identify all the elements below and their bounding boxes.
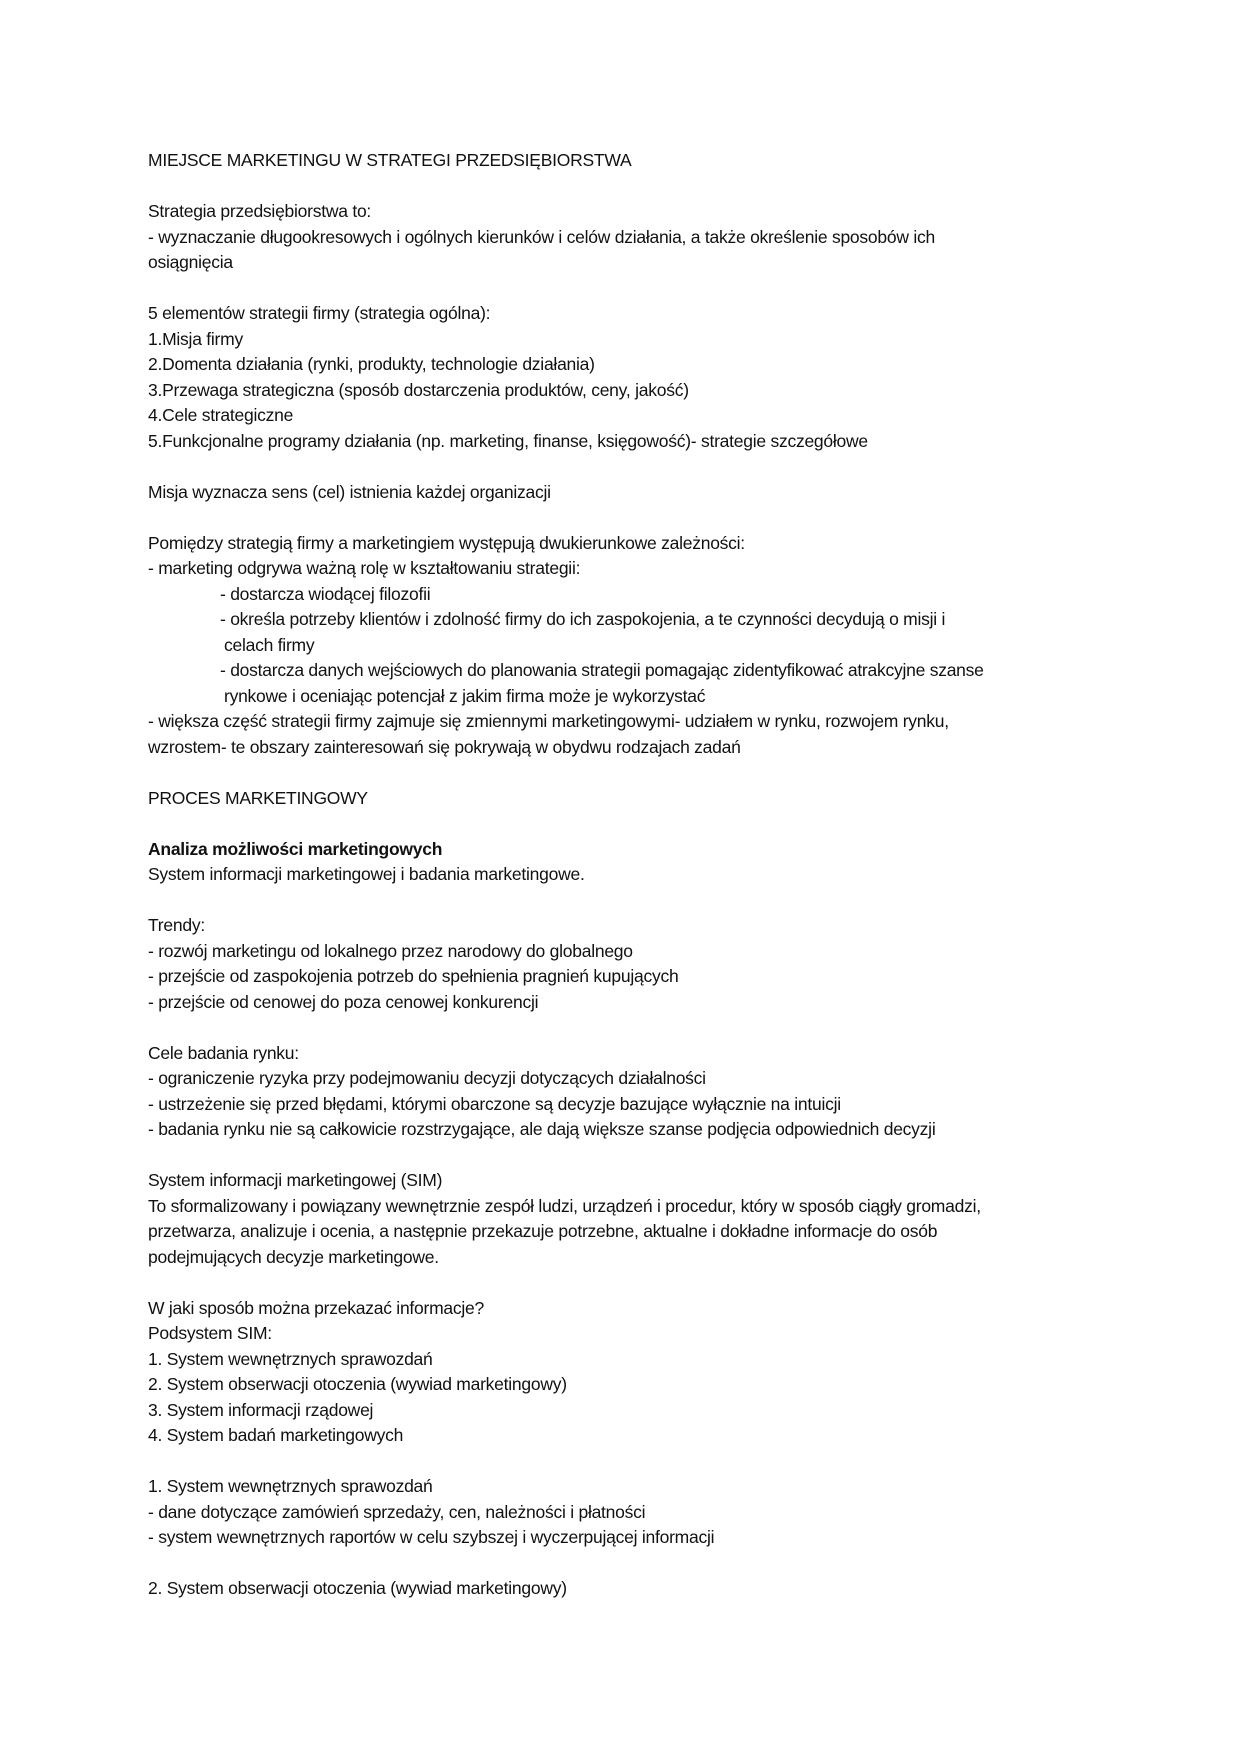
- elements-heading: 5 elementów strategii firmy (strategia ogólna):: [148, 303, 491, 323]
- sim-definition-line: przetwarza, analizuje i ocenia, a następnie przekazuje potrzebne, aktualne i dokładne informacje do osób: [148, 1221, 938, 1241]
- mission-statement: Misja wyznacza sens (cel) istnienia każdej organizacji: [148, 481, 551, 502]
- spacer: [148, 505, 1108, 531]
- analysis-heading: Analiza możliwości marketingowych: [148, 838, 443, 859]
- relations-heading: Pomiędzy strategią firmy a marketingiem występują dwukierunkowe zależności:: [148, 532, 745, 553]
- strategy-definition-line: - wyznaczanie długookresowych i ogólnych kierunków i celów działania, a także określenie sposobów ich: [148, 226, 935, 247]
- spacer: [148, 888, 1108, 914]
- research-goals-item: - badania rynku nie są całkowicie rozstrzygające, ale dają większe szanse podjęcia odpowiednich decyzji: [148, 1119, 936, 1139]
- subsystems-item: 3. System informacji rządowej: [148, 1399, 374, 1420]
- sim-definition-line: To sformalizowany i powiązany wewnętrznie zespół ludzi, urządzeń i procedur, który w sposób ciągły gromadzi,: [148, 1195, 981, 1216]
- sim-definition-line: podejmujących decyzje marketingowe.: [148, 1246, 439, 1267]
- elements-item: 1.Misja firmy: [148, 328, 243, 349]
- strategy-heading: Strategia przedsiębiorstwa to:: [148, 201, 372, 221]
- relations-more: wzrostem- te obszary zainteresowań się pokrywają w obydwu rodzajach zadań: [148, 736, 741, 757]
- research-goals-heading: Cele badania rynku:: [148, 1042, 299, 1063]
- relations-subitem-continued: celach firmy: [224, 634, 315, 655]
- spacer: [148, 1270, 1108, 1296]
- subsystems-question: W jaki sposób można przekazać informacje?: [148, 1297, 485, 1318]
- relations-subitem: - dostarcza wiodącej filozofii: [220, 583, 431, 604]
- trends-item: - rozwój marketingu od lokalnego przez narodowy do globalnego: [148, 940, 633, 961]
- internal-reports-heading: 1. System wewnętrznych sprawozdań: [148, 1476, 433, 1496]
- spacer: [148, 1143, 1108, 1169]
- trends-item: - przejście od zaspokojenia potrzeb do spełnienia pragnień kupujących: [148, 966, 679, 986]
- subsystems-item: 2. System obserwacji otoczenia (wywiad marketingowy): [148, 1374, 567, 1394]
- spacer: [148, 454, 1108, 480]
- spacer: [148, 760, 1108, 786]
- elements-item: 4.Cele strategiczne: [148, 405, 294, 425]
- process-heading: PROCES MARKETINGOWY: [148, 787, 368, 808]
- research-goals-item: - ograniczenie ryzyka przy podejmowaniu decyzji dotyczących działalności: [148, 1068, 706, 1088]
- sim-heading: System informacji marketingowej (SIM): [148, 1170, 443, 1190]
- spacer: [148, 1449, 1108, 1475]
- trends-item: - przejście od cenowej do poza cenowej konkurencji: [148, 991, 539, 1012]
- strategy-definition-line: osiągnięcia: [148, 252, 233, 272]
- subsystems-item: 1. System wewnętrznych sprawozdań: [148, 1348, 433, 1369]
- elements-item: 2.Domenta działania (rynki, produkty, technologie działania): [148, 354, 595, 374]
- spacer: [148, 1551, 1108, 1577]
- internal-reports-item: - dane dotyczące zamówień sprzedaży, cen, należności i płatności: [148, 1501, 646, 1522]
- document-title: MIEJSCE MARKETINGU W STRATEGI PRZEDSIĘBIORSTWA: [148, 150, 632, 170]
- analysis-text: System informacji marketingowej i badania marketingowe.: [148, 864, 585, 884]
- relations-subitem-continued: rynkowe i oceniając potencjał z jakim firma może je wykorzystać: [224, 685, 706, 706]
- spacer: [148, 174, 1108, 200]
- document-body: [148, 148, 1108, 1602]
- subsystems-heading: Podsystem SIM:: [148, 1323, 272, 1343]
- spacer: [148, 811, 1108, 837]
- research-goals-item: - ustrzeżenie się przed błędami, którymi obarczone są decyzje bazujące wyłącznie na intuicji: [148, 1093, 841, 1114]
- relations-more: - większa część strategii firmy zajmuje się zmiennymi marketingowymi- udziałem w rynku, rozwojem rynku,: [148, 711, 949, 731]
- relations-role: - marketing odgrywa ważną rolę w kształtowaniu strategii:: [148, 558, 581, 578]
- spacer: [148, 1015, 1108, 1041]
- relations-subitem: - dostarcza danych wejściowych do planowania strategii pomagając zidentyfikować atrakcyjne szanse: [220, 660, 984, 680]
- trends-heading: Trendy:: [148, 915, 205, 935]
- spacer: [148, 276, 1108, 302]
- elements-item: 3.Przewaga strategiczna (sposób dostarczenia produktów, ceny, jakość): [148, 379, 689, 400]
- relations-subitem: - określa potrzeby klientów i zdolność firmy do ich zaspokojenia, a te czynności decydują o misji i: [220, 609, 946, 629]
- subsystems-item: 4. System badań marketingowych: [148, 1425, 404, 1445]
- elements-item: 5.Funkcjonalne programy działania (np. marketing, finanse, księgowość)- strategie szczegółowe: [148, 430, 868, 451]
- environment-heading: 2. System obserwacji otoczenia (wywiad marketingowy): [148, 1578, 567, 1598]
- internal-reports-item: - system wewnętrznych raportów w celu szybszej i wyczerpującej informacji: [148, 1527, 715, 1547]
